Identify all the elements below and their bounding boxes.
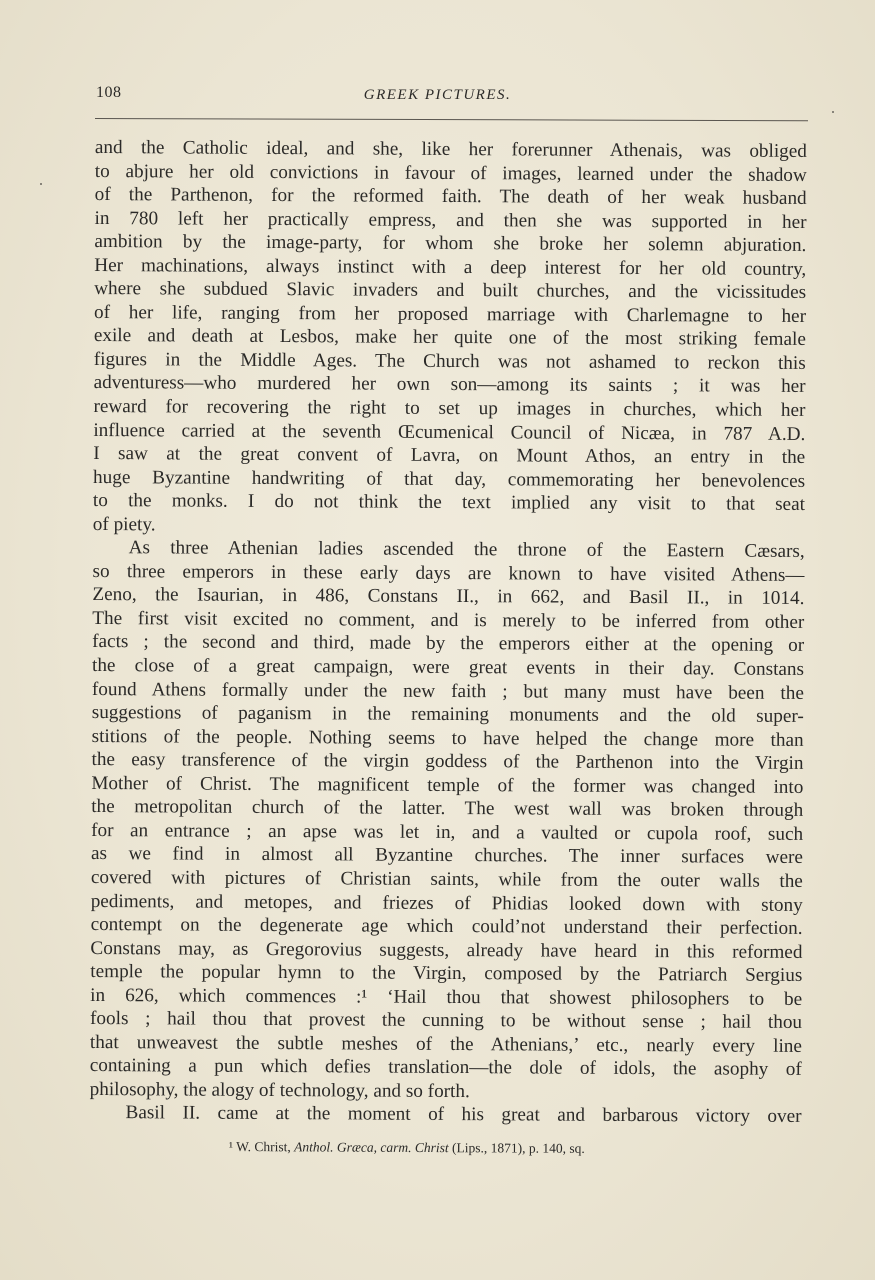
text-line: Constans may, as Gregorovius suggests, already have heard in this reformed <box>90 937 803 963</box>
text-line: contempt on the degenerate age which could’not understand their perfection. <box>90 914 803 940</box>
text-line: for an entrance ; an apse was let in, and a vaulted or cupola roof, such <box>91 819 804 845</box>
text-line: influence carried at the seventh Œcumenical Council of Nicæa, in 787 A.D. <box>93 419 806 445</box>
text-line: the easy transference of the virgin goddess of the Parthenon into the Virgin <box>91 749 804 775</box>
text-line: As three Athenian ladies ascended the throne of the Eastern Cæsars, <box>128 537 805 563</box>
text-line: facts ; the second and third, made by the emperors either at the opening or <box>92 631 805 657</box>
running-head: GREEK PICTURES. <box>363 87 512 103</box>
text-line: ambition by the image-party, for whom she broke her solemn abjuration. <box>94 231 807 257</box>
header-rule <box>95 118 808 121</box>
text-line: containing a pun which defies translation—the dole of idols, the asophy of <box>89 1055 802 1081</box>
footnote <box>229 1139 585 1157</box>
text-line: suggestions of paganism in the remaining monuments and the old super- <box>91 702 804 728</box>
text-line: the close of a great campaign, were great events in their day. Constans <box>91 655 805 680</box>
text-line: in 780 left her practically empress, and then she was supported in her <box>94 207 807 233</box>
text-line: reward for recovering the right to set up images in churches, which her <box>93 396 806 421</box>
text-line: of piety. <box>92 513 156 536</box>
text-line: adventuress—who murdered her own son—among its saints ; it was her <box>93 372 806 398</box>
text-line: The first visit excited no comment, and is merely to be inferred from other <box>92 607 805 633</box>
text-line: so three emperors in these early days are known to have visited Athens— <box>92 560 805 586</box>
text-line: Mother of Christ. The magnificent temple of the former was changed into <box>91 772 804 798</box>
text-line: of the Parthenon, for the reformed faith. The death of her weak husband <box>94 184 807 210</box>
text-line: I saw at the great convent of Lavra, on Mount Athos, an entry in the <box>93 443 806 469</box>
footnote-details: (Lips., 1871), p. 140, sq. <box>452 1140 585 1156</box>
text-line: to abjure her old convictions in favour of images, learned under the shadow <box>94 160 807 186</box>
text-line: Basil II. came at the moment of his great and barbarous victory over <box>125 1102 802 1128</box>
footnote-title: Anthol. Græca, carm. Christ <box>294 1139 449 1156</box>
text-line: the metropolitan church of the latter. The west wall was broken through <box>91 796 804 822</box>
text-line: temple the popular hymn to the Virgin, composed by the Patriarch Sergius <box>90 961 803 987</box>
text-line: as we find in almost all Byzantine churches. The inner surfaces were <box>90 843 804 869</box>
text-line: and the Catholic ideal, and she, like her forerunner Athenais, was obliged <box>94 136 807 162</box>
text-line: that unweavest the subtle meshes of the Athenians,’ etc., nearly every line <box>89 1031 802 1057</box>
text-line: where she subdued Slavic invaders and built churches, and the vicissitudes <box>94 278 807 304</box>
text-line: Zeno, the Isaurian, in 486, Constans II., in 662, and Basil II., in 1014. <box>92 584 805 610</box>
text-line: of her life, ranging from her proposed marriage with Charlemagne to her <box>93 301 807 327</box>
text-line: in 626, which commences :¹ ‘Hail thou that showest philosophers to be <box>90 984 803 1010</box>
text-line: Her machinations, always instinct with a deep interest for her old country, <box>94 254 807 280</box>
text-line: huge Byzantine handwriting of that day, commemorating her benevolences <box>93 466 806 492</box>
body-text <box>89 136 807 1129</box>
text-line: stitions of the people. Nothing seems to have helped the change more than <box>91 725 804 751</box>
paper-speck <box>40 183 42 185</box>
text-line: figures in the Middle Ages. The Church was not ashamed to reckon this <box>93 348 806 374</box>
text-line: pediments, and metopes, and friezes of Phidias looked down with stony <box>90 890 803 916</box>
footnote-author: W. Christ, <box>236 1139 291 1155</box>
footnote-marker: ¹ <box>228 1139 234 1155</box>
text-line: exile and death at Lesbos, make her quite one of the most striking female <box>93 325 806 351</box>
text-line: philosophy, the alogy of technology, and so forth. <box>89 1078 470 1102</box>
text-line: found Athens formally under the new faith ; but many must have been the <box>91 678 804 704</box>
page-number: 108 <box>96 84 122 101</box>
paper-speck <box>832 111 834 113</box>
text-line: to the monks. I do not think the text implied any visit to that seat <box>92 490 806 516</box>
text-line: covered with pictures of Christian saints, while from the outer walls the <box>90 866 803 892</box>
text-line: fools ; hail thou that provest the cunning to be without sense ; hail thou <box>90 1008 803 1034</box>
